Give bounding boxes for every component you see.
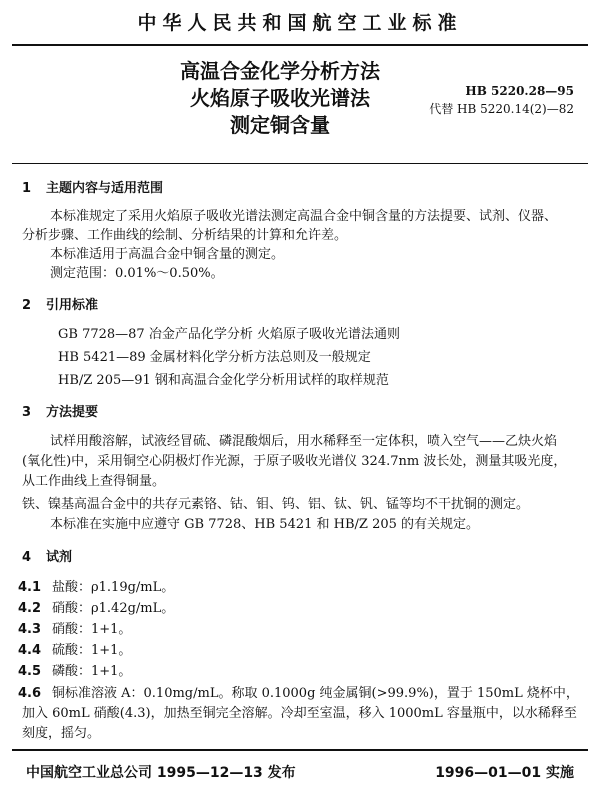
- replaces-standard: 代替 HB 5220.14(2)—82: [429, 102, 574, 116]
- item-text: 硝酸：1+1。: [52, 622, 132, 637]
- title-line-2: 火焰原子吸收光谱法: [190, 86, 370, 110]
- reference-item: GB 7728—87 冶金产品化学分析 火焰原子吸收光谱法通则: [58, 327, 400, 342]
- item-number: 4.6: [18, 686, 42, 701]
- s1-paragraph-3: 测定范围：0.01%～0.50%。: [50, 266, 224, 281]
- issue-date: 中国航空工业总公司 1995—12—13 发布: [26, 765, 296, 781]
- title-divider: [12, 163, 588, 164]
- s1-paragraph-1-line-1: 本标准规定了采用火焰原子吸收光谱法测定高温合金中铜含量的方法提要、试剂、仪器、: [50, 209, 558, 224]
- item-number: 4.4: [18, 643, 42, 658]
- effective-date: 1996—01—01 实施: [435, 765, 574, 781]
- title-line-3: 测定铜含量: [230, 113, 330, 137]
- section-3-heading: [22, 401, 98, 420]
- s3-paragraph-1-line-1: 试样用酸溶解，试液经冒硫、磷混酸烟后，用水稀释至一定体积，喷入空气——乙炔火焰: [50, 434, 558, 449]
- s3-paragraph-1-line-3: 从工作曲线上查得铜量。: [22, 474, 166, 489]
- section-title: 主题内容与适用范围: [46, 181, 164, 196]
- document-title: [150, 58, 410, 139]
- section-number: 1: [22, 181, 32, 196]
- section-title: 试剂: [46, 550, 73, 565]
- standard-category-banner: 中华人民共和国航空工业标准: [137, 12, 463, 34]
- item-text: 磷酸：1+1。: [52, 664, 132, 679]
- section-title: 引用标准: [46, 298, 99, 313]
- item-text: 铜标准溶液 A：0.10mg/mL。称取 0.1000g 纯金属铜(>99.9%)，置于 150mL 烧杯中，: [52, 686, 579, 701]
- reference-item: HB 5421—89 金属材料化学分析方法总则及一般规定: [58, 350, 371, 365]
- reagent-item: [18, 660, 131, 679]
- footer-divider: [12, 749, 588, 751]
- section-number: 3: [22, 405, 32, 420]
- standard-number: HB 5220.28—95: [465, 84, 574, 98]
- reagent-item: [18, 618, 131, 637]
- top-divider: [12, 44, 588, 46]
- section-number: 2: [22, 298, 32, 313]
- reagent-item: [18, 682, 579, 701]
- item-number: 4.2: [18, 601, 42, 616]
- s3-paragraph-3: 本标准在实施中应遵守 GB 7728、HB 5421 和 HB/Z 205 的有关规定。: [50, 517, 480, 532]
- item-number: 4.5: [18, 664, 42, 679]
- s1-paragraph-1-line-2: 分析步骤、工作曲线的绘制、分析结果的计算和允许差。: [22, 228, 348, 243]
- item-number: 4.1: [18, 580, 42, 595]
- s1-paragraph-2: 本标准适用于高温合金中铜含量的测定。: [50, 247, 285, 262]
- section-number: 4: [22, 550, 32, 565]
- reagent-item-6-line-2: 加入 60mL 硝酸(4.3)，加热至铜完全溶解。冷却至室温，移入 1000mL 容量瓶中，以水稀释至: [22, 706, 577, 721]
- s3-paragraph-1-line-2: (氧化性)中，采用铜空心阴极灯作光源，于原子吸收光谱仪 324.7nm 波长处，测量其吸光度，: [22, 454, 567, 469]
- reagent-item-6-line-3: 刻度，摇匀。: [22, 726, 101, 741]
- reagent-item: [18, 576, 174, 595]
- reagent-item: [18, 597, 174, 616]
- section-2-heading: [22, 294, 98, 313]
- item-number: 4.3: [18, 622, 42, 637]
- item-text: 硫酸：1+1。: [52, 643, 132, 658]
- section-4-heading: [22, 546, 72, 565]
- reference-item: HB/Z 205—91 钢和高温合金化学分析用试样的取样规范: [58, 373, 389, 388]
- section-title: 方法提要: [46, 405, 99, 420]
- item-text: 盐酸：ρ1.19g/mL。: [52, 580, 175, 595]
- section-1-heading: [22, 177, 163, 196]
- item-text: 硝酸：ρ1.42g/mL。: [52, 601, 175, 616]
- reagent-item: [18, 639, 131, 658]
- s3-paragraph-2: 铁、镍基高温合金中的共存元素铬、钴、钼、钨、铝、钛、钒、锰等均不干扰铜的测定。: [22, 497, 530, 512]
- standard-codes: [429, 82, 574, 118]
- title-line-1: 高温合金化学分析方法: [180, 59, 380, 83]
